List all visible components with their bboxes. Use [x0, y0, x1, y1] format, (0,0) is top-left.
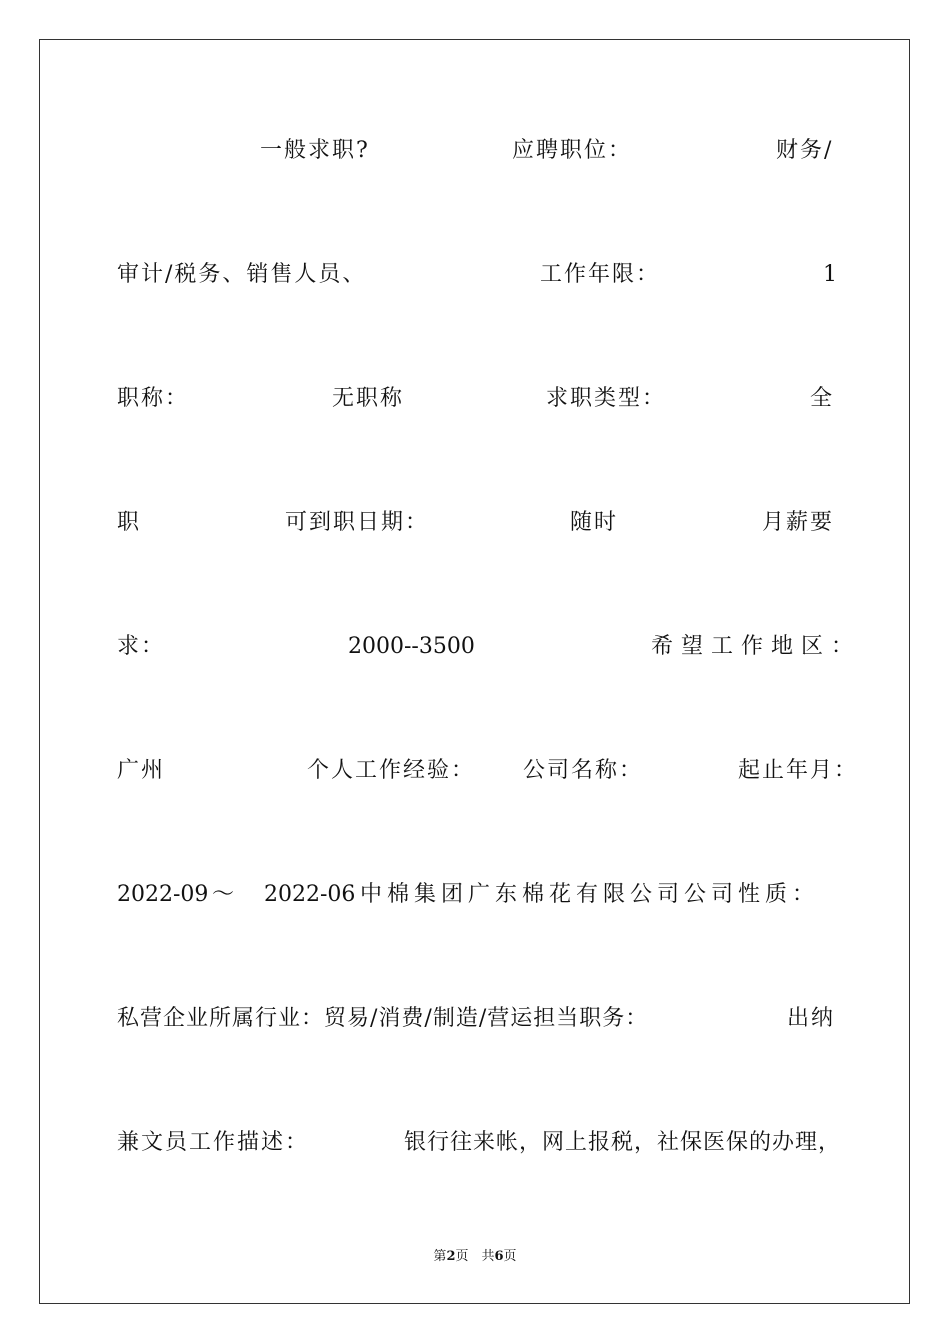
line-segment: 公司名称：	[523, 758, 644, 783]
line-segment: 出纳	[787, 1006, 836, 1031]
footer-page-number: 2	[446, 1249, 456, 1264]
line-segment: 职	[117, 510, 142, 535]
line-segment: 职称：	[117, 386, 190, 411]
line-segment: 求职类型：	[546, 386, 667, 411]
line-segment: 广州	[117, 758, 166, 783]
page-footer	[0, 1248, 950, 1266]
line-segment: 中棉集团广东棉花有限公司公司性质：	[360, 882, 820, 907]
line-segment: 希望工作地区：	[651, 634, 862, 659]
line-segment: 审计/税务、销售人员、	[117, 262, 367, 287]
text-line-3	[117, 384, 853, 418]
line-segment: ～	[212, 882, 237, 907]
line-segment: 无职称	[332, 386, 405, 411]
text-line-7	[117, 880, 853, 914]
text-line-9	[117, 1128, 853, 1162]
footer-page-mid: 页 共	[455, 1249, 495, 1264]
line-segment: 2022-06	[264, 882, 356, 907]
line-segment: 银行往来帐，网上报税，社保医保的办理，	[404, 1130, 842, 1155]
line-segment: 求：	[117, 634, 166, 659]
line-segment: 2000--3500	[348, 634, 475, 659]
line-segment: 起止年月：	[738, 758, 859, 783]
line-segment: 工作年限：	[540, 262, 661, 287]
footer-page-prefix: 第	[433, 1249, 447, 1264]
line-segment: 1	[823, 262, 837, 287]
line-segment: 兼文员工作描述：	[117, 1130, 310, 1155]
text-line-6	[117, 756, 859, 790]
text-line-5	[117, 632, 862, 666]
page-frame	[39, 39, 910, 1304]
text-line-8	[117, 1004, 853, 1038]
line-segment: 月薪要	[762, 510, 835, 535]
line-segment: 2022-09	[117, 882, 209, 907]
line-segment: 私营企业所属行业：贸易/消费/制造/营运担当职务：	[117, 1006, 649, 1031]
footer-total-pages: 6	[494, 1249, 504, 1264]
line-segment: 一般求职?	[260, 138, 370, 163]
line-segment: 个人工作经验：	[307, 758, 476, 783]
line-segment: 财务/	[776, 138, 834, 163]
footer-page-suffix: 页	[503, 1249, 517, 1264]
line-segment: 随时	[570, 510, 619, 535]
line-segment: 全	[810, 386, 835, 411]
line-segment: 应聘职位：	[512, 138, 633, 163]
text-line-4	[117, 508, 853, 542]
line-segment: 可到职日期：	[285, 510, 430, 535]
text-line-2	[117, 260, 853, 294]
text-line-1	[117, 136, 853, 170]
